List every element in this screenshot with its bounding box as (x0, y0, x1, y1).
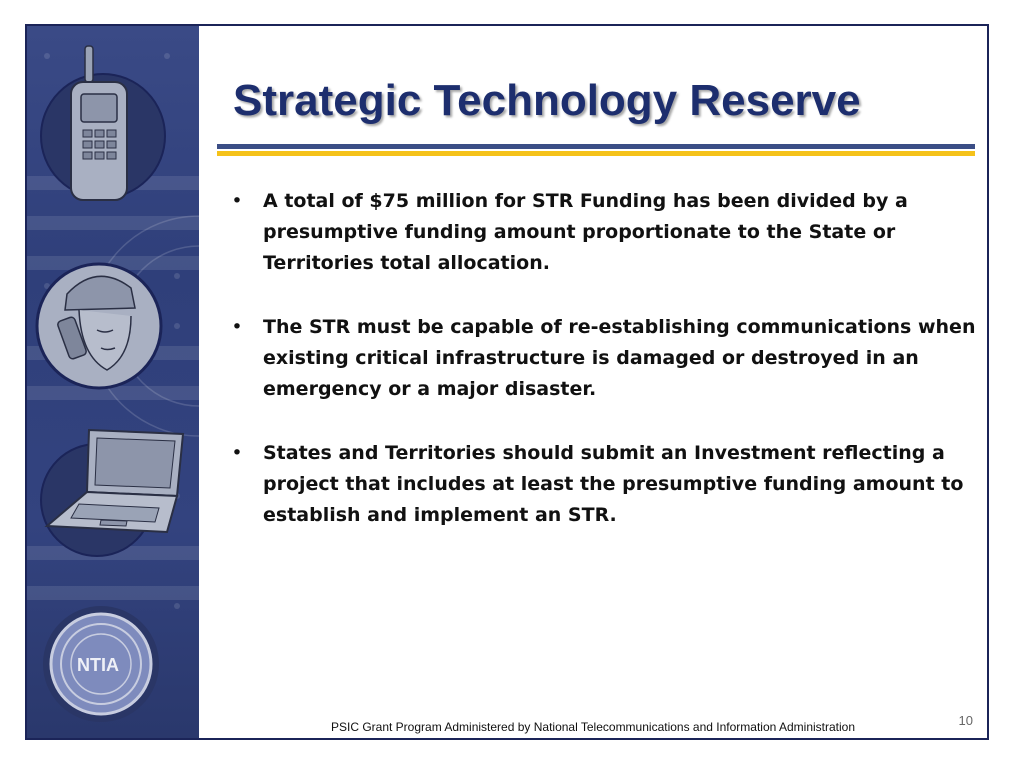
title-underline-gold (217, 151, 975, 156)
bullet-marker: • (231, 442, 243, 464)
bullet-list (227, 186, 977, 564)
slide-frame (25, 24, 989, 740)
bullet-text: States and Territories should submit an Investment reflecting a project that includes at least the presumptive funding amount to establish and implement an STR. (263, 442, 964, 526)
decorative-sidebar (27, 26, 199, 738)
radio-handset-icon (41, 46, 165, 200)
bullet-item (227, 438, 977, 531)
slide-content (199, 26, 987, 738)
slide-title: Strategic Technology Reserve (233, 76, 861, 125)
ntia-logo-text: NTIA (77, 655, 119, 675)
bullet-marker: • (231, 316, 243, 338)
ntia-seal-icon (43, 606, 159, 722)
slide-footer: PSIC Grant Program Administered by National Telecommunications and Information Administration (330, 720, 856, 734)
page-number: 10 (958, 713, 973, 728)
sidebar-artwork (27, 26, 199, 738)
bullet-item (227, 312, 977, 405)
title-underline-blue (217, 144, 975, 149)
laptop-icon (41, 430, 183, 556)
bullet-text: The STR must be capable of re-establishing communications when existing critical infrastructure is damaged or destroyed in an emergency or a major disaster. (263, 316, 976, 400)
soldier-phone-icon (37, 264, 161, 388)
bullet-text: A total of $75 million for STR Funding has been divided by a presumptive funding amount proportionate to the State or Territories total allocation. (263, 190, 908, 274)
bullet-item (227, 186, 977, 279)
bullet-marker: • (231, 190, 243, 212)
